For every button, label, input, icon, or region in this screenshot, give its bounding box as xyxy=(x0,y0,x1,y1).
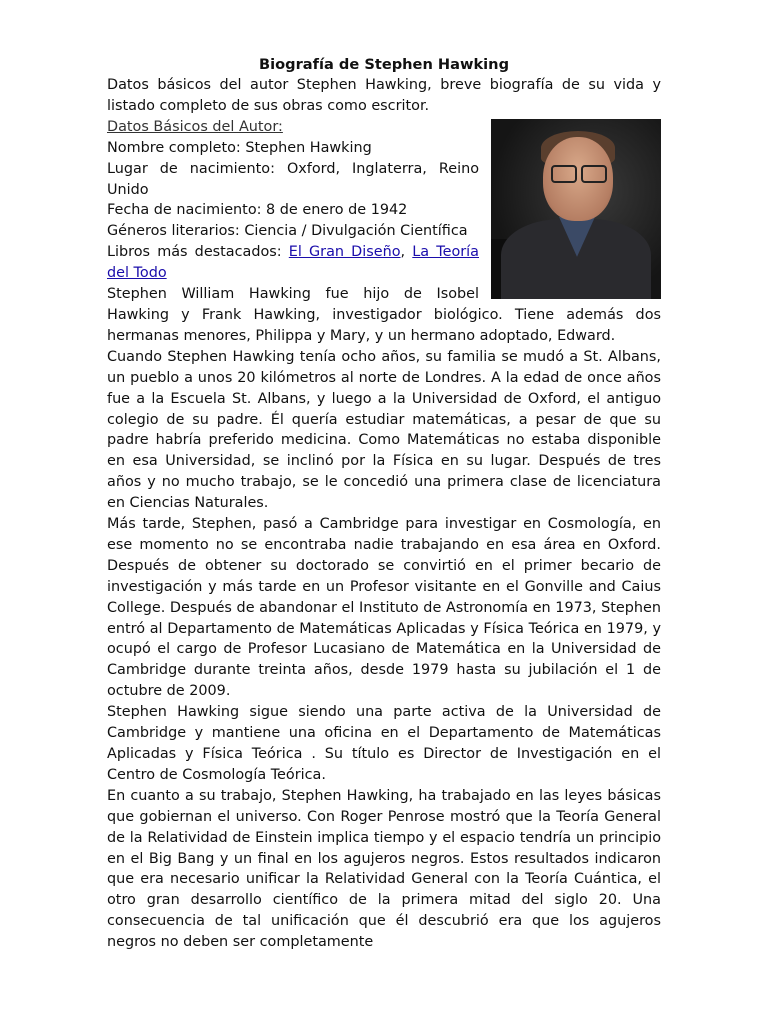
body-paragraph: Más tarde, Stephen, pasó a Cambridge para investigar en Cosmología, en ese momento no se encontraba nadie trabajando en esa área en Oxford. Después de obtener su doctorado se convirtió en el primer becario de investigación y más tarde en un Profesor visitante en el Gonville and Caius College. Después de abandonar el Instituto de Astronomía en 1973, Stephen entró al Departamento de Matemáticas Aplicadas y Física Teórica en 1979, y ocupó el cargo de Profesor Lucasiano de Matemática en la Universidad de Cambridge durante treinta años, desde 1979 hasta su jubilación el 1 de octubre de 2009. xyxy=(107,516,661,700)
page-title: Biografía de Stephen Hawking xyxy=(258,56,510,73)
document-page xyxy=(107,54,661,953)
author-photo xyxy=(491,119,661,299)
section-label: Datos Básicos del Autor: xyxy=(107,118,283,135)
books-separator: , xyxy=(400,244,413,261)
body-paragraph: En cuanto a su trabajo, Stephen Hawking, ha trabajado en las leyes básicas que gobiernan el universo. Con Roger Penrose mostró que la Teoría General de la Relatividad de Einstein implica tiempo y el espacio tendría un principio en el Big Bang y un final en los agujeros negros. Estos resultados indicaron que era necesario unificar la Relatividad General con la Teoría Cuántica, el otro gran desarrollo científico de la primera mitad del siglo 20. Una consecuencia de tal unificación que él descubrió era que los agujeros negros no deben ser completamente xyxy=(107,787,661,951)
intro-paragraph: Datos básicos del autor Stephen Hawking, breve biografía de su vida y listado completo de sus obras como escritor. xyxy=(107,77,661,114)
body-paragraph: Stephen Hawking sigue siendo una parte activa de la Universidad de Cambridge y mantiene una oficina en el Departamento de Matemáticas Aplicadas y Física Teórica . Su título es Director de Investigación en el Centro de Cosmología Teórica. xyxy=(107,704,661,783)
fact-birthplace: Lugar de nacimiento: Oxford, Inglaterra, Reino Unido xyxy=(107,160,479,198)
fact-birthdate: Fecha de nacimiento: 8 de enero de 1942 xyxy=(107,202,408,219)
body-paragraph: Cuando Stephen Hawking tenía ocho años, su familia se mudó a St. Albans, un pueblo a unos 20 kilómetros al norte de Londres. A la edad de once años fue a la Escuela St. Albans, y luego a la Universidad de Oxford, el antiguo colegio de su padre. Él quería estudiar matemáticas, a pesar de que su padre habría preferido medicina. Como Matemáticas no estaba disponible en esa Universidad, se inclinó por la Física en su lugar. Después de tres años y no mucho trabajo, se le concedió una primera clase de licenciatura en Ciencias Naturales. xyxy=(107,348,661,512)
books-prefix: Libros más destacados: xyxy=(107,244,289,261)
fact-name: Nombre completo: Stephen Hawking xyxy=(107,139,372,156)
book-link-gran-diseno[interactable]: El Gran Diseño xyxy=(288,244,401,261)
book-link-teoria-del-todo[interactable]: La Teoría del Todo xyxy=(107,244,479,282)
fact-genres: Géneros literarios: Ciencia / Divulgación Científica xyxy=(107,223,468,240)
body-paragraph: Stephen William Hawking fue hijo de Isobel Hawking y Frank Hawking, investigador biológico. Tiene además dos hermanas menores, Philippa y Mary, y un hermano adoptado, Edward. xyxy=(107,286,661,344)
